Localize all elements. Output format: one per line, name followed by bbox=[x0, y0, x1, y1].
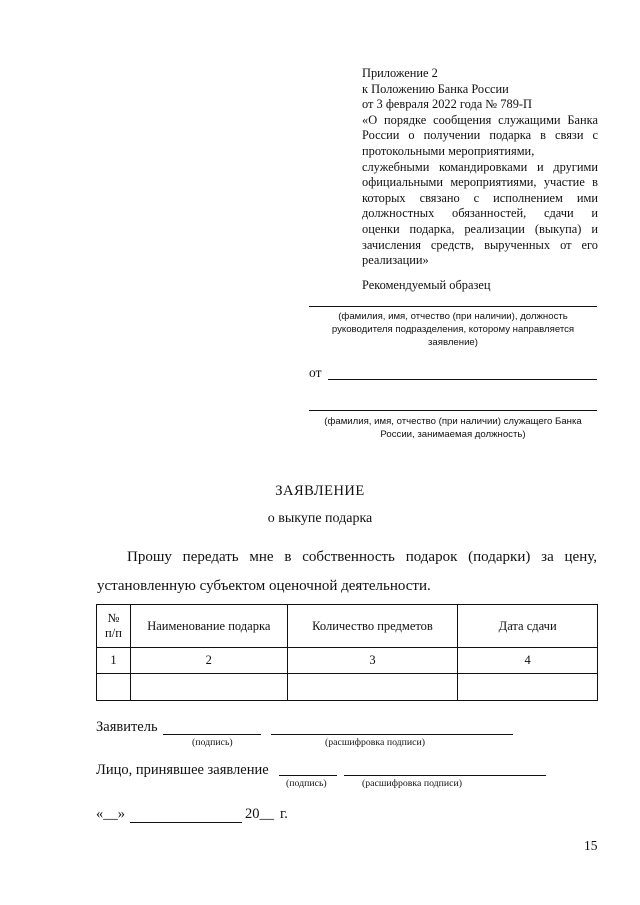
applicant-signature-caption: (подпись) bbox=[192, 737, 233, 748]
appendix-line: должностных обязанностей, сдачи и bbox=[362, 206, 598, 221]
receiver-decode-line bbox=[344, 775, 546, 776]
request-text-line-2: установленную субъектом оценочной деятельности. bbox=[97, 578, 431, 594]
table-row bbox=[97, 674, 598, 701]
table-cell bbox=[287, 674, 458, 701]
appendix-line: реализации» bbox=[362, 253, 429, 268]
page-number: 15 bbox=[584, 838, 598, 853]
document-subtitle: о выкупе подарка bbox=[267, 511, 373, 526]
header-qty: Количество предметов bbox=[287, 605, 458, 648]
addressee-line bbox=[309, 306, 597, 307]
applicant-signature-line bbox=[163, 734, 261, 735]
receiver-signature-caption: (подпись) bbox=[286, 778, 327, 789]
date-suffix: г. bbox=[280, 806, 288, 822]
header-name: Наименование подарка bbox=[130, 605, 287, 648]
receiver-signature-line bbox=[279, 775, 337, 776]
appendix-line: официальными мероприятиями, участие в bbox=[362, 175, 598, 190]
header-date: Дата сдачи bbox=[458, 605, 598, 648]
gift-table bbox=[96, 604, 598, 701]
col-number: 3 bbox=[287, 648, 458, 674]
table-cell bbox=[458, 674, 598, 701]
applicant-label: Заявитель bbox=[96, 719, 158, 735]
document-title: ЗАЯВЛЕНИЕ bbox=[275, 483, 365, 499]
applicant-decode-caption: (расшифровка подписи) bbox=[325, 737, 426, 748]
table-header-row bbox=[97, 605, 598, 648]
col-number: 1 bbox=[97, 648, 131, 674]
col-number: 4 bbox=[458, 648, 598, 674]
receiver-decode-caption: (расшифровка подписи) bbox=[362, 778, 463, 789]
applicant-decode-line bbox=[271, 734, 513, 735]
appendix-line: от 3 февраля 2022 года № 789-П bbox=[362, 97, 532, 112]
header-num: № п/п bbox=[97, 605, 131, 648]
appendix-line: протокольными мероприятиями, bbox=[362, 143, 535, 158]
receiver-label: Лицо, принявшее заявление bbox=[96, 762, 269, 778]
appendix-line: к Положению Банка России bbox=[362, 81, 509, 96]
request-text-line-1: Прошу передать мне в собственность подарок (подарки) за цену, bbox=[127, 549, 597, 565]
appendix-line: «О порядке сообщения служащими Банка bbox=[362, 112, 598, 127]
date-month-line bbox=[130, 822, 242, 823]
addressee-caption: (фамилия, имя, отчество (при наличии), должность руководителя подразделения, которому направляется заявление) bbox=[331, 311, 575, 348]
col-number: 2 bbox=[130, 648, 287, 674]
sender-caption: (фамилия, имя, отчество (при наличии) служащего Банка России, занимаемая должность) bbox=[324, 416, 582, 440]
appendix-line: которых связано с исполнением ими bbox=[362, 190, 598, 205]
appendix-line: служебными командировками и другими bbox=[362, 159, 598, 174]
appendix-line: Приложение 2 bbox=[362, 66, 438, 80]
date-year: 20__ bbox=[245, 806, 274, 822]
appendix-line: оценки подарка, реализации (выкупа) и bbox=[362, 221, 598, 236]
date-day: «__» bbox=[96, 806, 125, 822]
table-cell bbox=[130, 674, 287, 701]
appendix-block bbox=[362, 66, 598, 269]
sender-line bbox=[328, 379, 597, 380]
appendix-line: зачисления средств, вырученных от его bbox=[362, 237, 598, 252]
sender-line-2 bbox=[309, 410, 597, 411]
recommended-sample-label: Рекомендуемый образец bbox=[362, 278, 491, 292]
from-label: от bbox=[309, 365, 322, 380]
table-cell bbox=[97, 674, 131, 701]
appendix-line: России о получении подарка в связи с bbox=[362, 128, 598, 143]
table-row bbox=[97, 648, 598, 674]
